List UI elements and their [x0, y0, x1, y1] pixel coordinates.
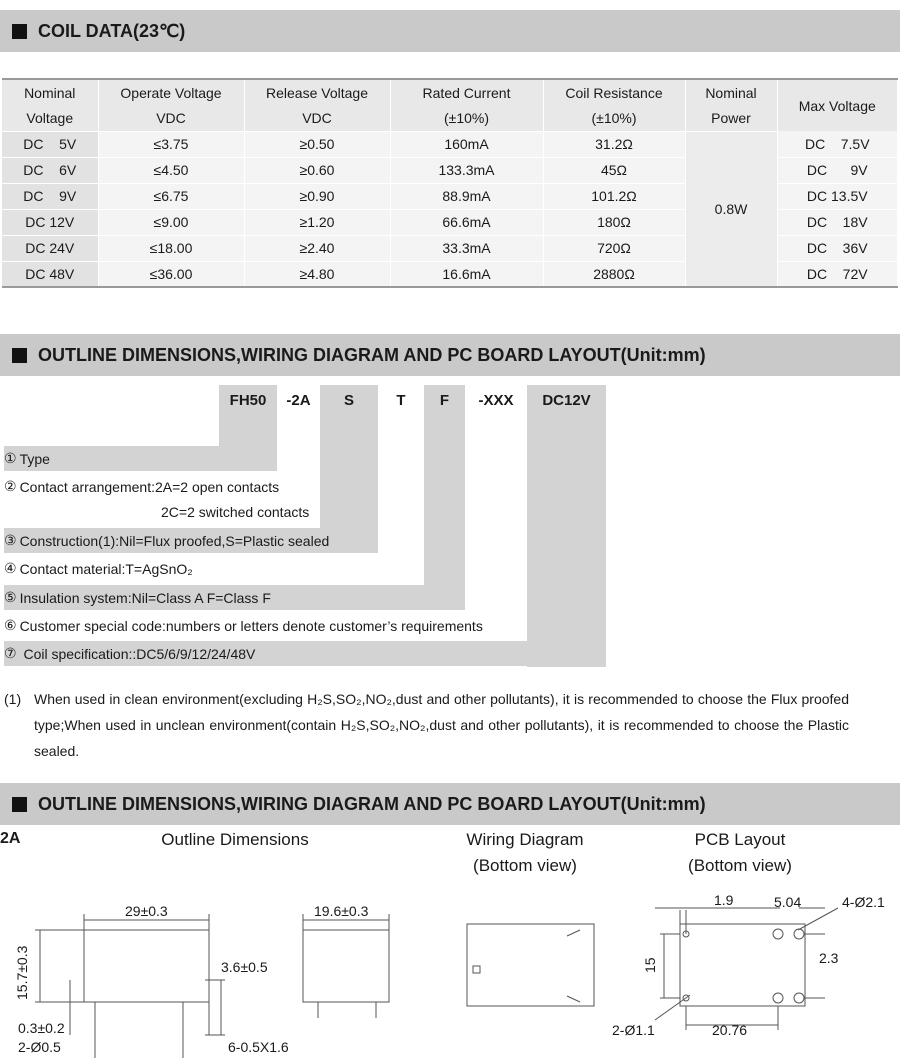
item-text: 2C=2 switched contacts — [161, 503, 310, 520]
list-item — [4, 446, 277, 471]
table-cell: 31.2Ω — [543, 131, 685, 157]
item-number: ⑥ — [4, 617, 17, 633]
dim-pcb-a: 1.9 — [714, 892, 734, 908]
relay-side-view — [84, 930, 209, 1002]
list-item — [4, 585, 465, 610]
table-cell: DC 13.5V — [777, 183, 898, 209]
table-cell: DC 9V — [2, 183, 98, 209]
coil-data-header — [0, 10, 900, 52]
code-construction: S — [343, 391, 354, 409]
table-cell: 88.9mA — [390, 183, 543, 209]
item-text: Type — [19, 450, 50, 467]
dim-length: 29±0.3 — [125, 903, 168, 919]
table-cell: DC 36V — [777, 235, 898, 261]
item-text: Insulation system:Nil=Class A F=Class F — [19, 589, 271, 606]
table-cell: DC 72V — [777, 261, 898, 287]
section-title: OUTLINE DIMENSIONS,WIRING DIAGRAM AND PC BOARD LAYOUT(Unit:mm) — [38, 344, 706, 365]
section-title: COIL DATA(23℃) — [38, 20, 186, 41]
dim-pcb-b: 5.04 — [774, 894, 802, 910]
item-text: Customer special code:numbers or letters denote customer’s requirements — [19, 617, 483, 634]
relay-front-view — [303, 930, 389, 1002]
col-unit: VDC — [244, 105, 390, 131]
square-bullet-icon — [12, 24, 27, 39]
table-cell: DC 12V — [2, 209, 98, 235]
item-number: ② — [4, 478, 17, 494]
section-title: OUTLINE DIMENSIONS,WIRING DIAGRAM AND PC BOARD LAYOUT(Unit:mm) — [38, 793, 706, 814]
code-insulation: F — [439, 391, 450, 409]
list-item — [161, 499, 309, 524]
dim-width: 19.6±0.3 — [314, 903, 369, 919]
coil-data-table — [2, 78, 898, 288]
item-text: Coil specification::DC5/6/9/12/24/48V — [19, 645, 256, 662]
table-cell: ≤9.00 — [98, 209, 244, 235]
coil-icon — [473, 966, 480, 973]
pcb-label: PCB Layout — [694, 830, 786, 849]
table-cell: 160mA — [390, 131, 543, 157]
wiring-outline — [467, 924, 594, 1006]
footnote-index: (1) — [4, 691, 22, 707]
table-cell: 720Ω — [543, 235, 685, 261]
dim-standoff: 0.3±0.2 — [18, 1020, 65, 1036]
square-bullet-icon — [12, 797, 27, 812]
dim-pcb-height: 15 — [642, 957, 658, 973]
code-special: -XXX — [478, 391, 514, 409]
table-cell: 133.3mA — [390, 157, 543, 183]
table-cell: 45Ω — [543, 157, 685, 183]
code-material: T — [396, 391, 406, 409]
table-cell: ≥1.20 — [244, 209, 390, 235]
col-unit: Power — [685, 105, 777, 131]
col-nominal-power: Nominal — [685, 79, 777, 105]
outline-header-2 — [0, 783, 900, 825]
table-cell: ≤18.00 — [98, 235, 244, 261]
list-item — [4, 641, 606, 666]
list-item — [4, 474, 279, 499]
pcb-sublabel: (Bottom view) — [688, 856, 792, 875]
table-cell: 16.6mA — [390, 261, 543, 287]
item-number: ⑦ — [4, 645, 17, 661]
dim-pcb-holes: 4-Ø2.1 — [842, 894, 885, 910]
dim-pin-diameter: 2-Ø0.5 — [18, 1039, 61, 1055]
outline-header — [0, 334, 900, 376]
pcb-outline — [680, 924, 805, 1006]
col-coil-resistance: Coil Resistance — [543, 79, 685, 105]
square-bullet-icon — [12, 348, 27, 363]
item-number: ① — [4, 450, 17, 466]
pcb-hole — [773, 929, 783, 939]
table-cell: ≤4.50 — [98, 157, 244, 183]
item-number: ③ — [4, 532, 17, 548]
dim-height: 15.7±0.3 — [14, 945, 30, 1000]
table-cell: 66.6mA — [390, 209, 543, 235]
table-cell: ≥2.40 — [244, 235, 390, 261]
code-strip-insulation — [424, 385, 465, 610]
table-cell: DC 9V — [777, 157, 898, 183]
pcb-hole — [794, 993, 804, 1003]
table-cell: 33.3mA — [390, 235, 543, 261]
col-unit: (±10%) — [390, 105, 543, 131]
table-cell: DC 5V — [2, 131, 98, 157]
item-text: Construction(1):Nil=Flux proofed,S=Plastic sealed — [19, 532, 330, 549]
dim-pin-size: 6-0.5X1.6 — [228, 1039, 289, 1055]
col-unit: (±10%) — [543, 105, 685, 131]
footnote-text: When used in clean environment(excluding H₂S,SO₂,NO₂,dust and other pollutants), it is recommended to choose the Flux proofed type;When used in unclean environment(contain H₂S,SO₂,NO₂,dust and other pollutants), it is recommended to choose the Plastic sealed. — [34, 691, 849, 759]
list-item — [4, 556, 193, 581]
table-cell: 180Ω — [543, 209, 685, 235]
code-fh50: FH50 — [229, 391, 267, 409]
dim-pcb-c: 2.3 — [819, 950, 839, 966]
table-cell: DC 24V — [2, 235, 98, 261]
table-cell: ≥4.80 — [244, 261, 390, 287]
outline-label: Outline Dimensions — [161, 830, 309, 849]
table-cell: ≤6.75 — [98, 183, 244, 209]
table-cell: DC 7.5V — [777, 131, 898, 157]
item-number: ④ — [4, 560, 17, 576]
table-cell: DC 48V — [2, 261, 98, 287]
table-cell: ≥0.60 — [244, 157, 390, 183]
code-strip-coil — [527, 385, 606, 667]
item-number: ⑤ — [4, 589, 17, 605]
table-cell: 2880Ω — [543, 261, 685, 287]
table-cell: DC 6V — [2, 157, 98, 183]
code-contact: -2A — [286, 391, 311, 409]
code-coil: DC12V — [542, 391, 591, 409]
table-cell: 101.2Ω — [543, 183, 685, 209]
technical-drawings — [0, 880, 900, 1063]
col-nominal-voltage: Nominal — [2, 79, 98, 105]
col-rated-current: Rated Current — [390, 79, 543, 105]
table-cell: ≤3.75 — [98, 131, 244, 157]
pcb-hole — [794, 929, 804, 939]
wiring-sublabel: (Bottom view) — [473, 856, 577, 875]
table-cell: DC 18V — [777, 209, 898, 235]
table-cell: ≥0.90 — [244, 183, 390, 209]
col-operate-voltage: Operate Voltage — [98, 79, 244, 105]
pcb-hole — [773, 993, 783, 1003]
list-item — [4, 528, 378, 553]
nominal-power-cell: 0.8W — [685, 131, 777, 287]
table-row — [2, 131, 898, 157]
col-unit: Voltage — [2, 105, 98, 131]
col-max-voltage: Max Voltage — [777, 79, 898, 131]
dim-pin-length: 3.6±0.5 — [221, 959, 268, 975]
table-cell: ≥0.50 — [244, 131, 390, 157]
list-item — [4, 613, 483, 638]
dim-pcb-width: 20.76 — [712, 1022, 748, 1038]
item-text: Contact material:T=AgSnO₂ — [19, 560, 193, 577]
col-release-voltage: Release Voltage — [244, 79, 390, 105]
wiring-label: Wiring Diagram — [466, 830, 584, 849]
table-cell: ≤36.00 — [98, 261, 244, 287]
dim-pcb-small: 2-Ø1.1 — [612, 1022, 655, 1038]
col-unit: VDC — [98, 105, 244, 131]
item-text: Contact arrangement:2A=2 open contacts — [19, 478, 280, 495]
variant-label: 2A — [0, 830, 21, 847]
